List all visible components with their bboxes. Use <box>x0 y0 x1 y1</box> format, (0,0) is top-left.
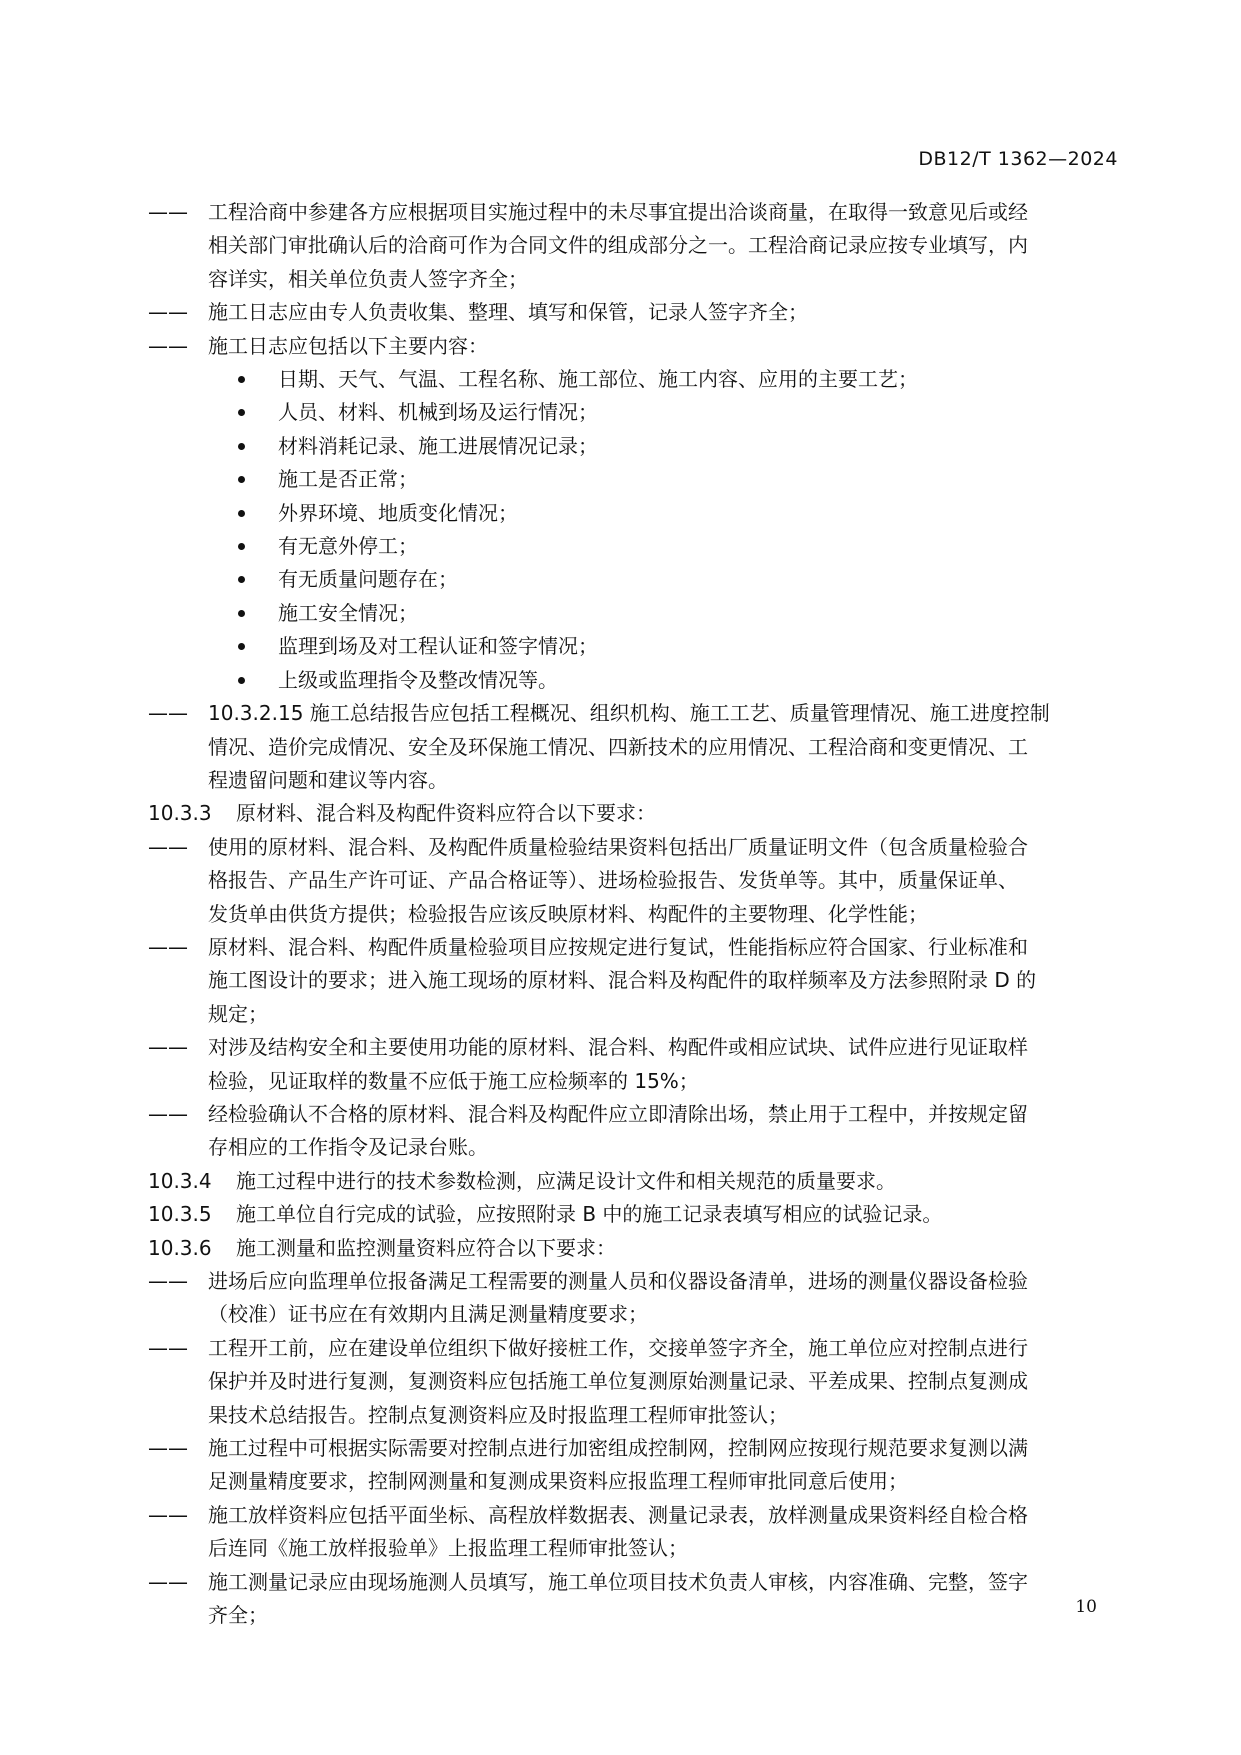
bullet-icon <box>238 476 245 483</box>
dash-marker: —— <box>148 200 188 224</box>
bullet-icon <box>238 443 245 450</box>
bullet-item: 材料消耗记录、施工进展情况记录； <box>148 430 1108 463</box>
text-line: 保护并及时进行复测，复测资料应包括施工单位复测原始测量记录、平差成果、控制点复测成 <box>208 1369 1028 1394</box>
text-line: 发货单由供货方提供；检验报告应该反映原材料、构配件的主要物理、化学性能； <box>208 901 928 926</box>
list-item: —— 施工日志应由专人负责收集、整理、填写和保管，记录人签字齐全； <box>148 296 1108 329</box>
section-10-3-4: 10.3.4 施工过程中进行的技术参数检测，应满足设计文件和相关规范的质量要求。 <box>148 1165 1108 1198</box>
dash-marker: —— <box>148 1502 188 1527</box>
bullet-item: 监理到场及对工程认证和签字情况； <box>148 630 1108 663</box>
bullet-icon <box>238 610 245 617</box>
dash-marker: —— <box>148 333 188 358</box>
dash-marker: —— <box>148 701 188 726</box>
list-item: —— 经检验确认不合格的原材料、混合料及构配件应立即清除出场，禁止用于工程中，并按规定留 <box>148 1098 1108 1131</box>
list-item: —— 原材料、混合料、构配件质量检验项目应按规定进行复试，性能指标应符合国家、行业标准和 <box>148 931 1108 964</box>
text-line: 果技术总结报告。控制点复测资料应及时报监理工程师审批签认； <box>208 1402 788 1427</box>
text-line: 检验，见证取样的数量不应低于施工应检频率的 15%； <box>208 1068 699 1093</box>
bullet-icon <box>238 543 245 550</box>
dash-marker: —— <box>148 1101 188 1126</box>
text-line: 规定； <box>208 1001 268 1026</box>
list-item: —— 施工测量记录应由现场施测人员填写，施工单位项目技术负责人审核，内容准确、完整，签字 <box>148 1566 1108 1599</box>
section-number: 10.3.5 <box>148 1202 212 1227</box>
text-line: 后连同《施工放样报验单》上报监理工程师审批签认； <box>208 1536 688 1561</box>
text-line: （校准）证书应在有效期内且满足测量精度要求； <box>208 1302 648 1327</box>
section-number: 10.3.4 <box>148 1168 212 1193</box>
text-line: 容详实，相关单位负责人签字齐全； <box>208 266 528 291</box>
dash-marker: —— <box>148 934 188 959</box>
bullet-item: 施工是否正常； <box>148 463 1108 496</box>
dash-marker: —— <box>148 834 188 859</box>
text-line: 足测量精度要求，控制网测量和复测成果资料应报监理工程师审批同意后使用； <box>208 1469 908 1494</box>
bullet-item: 有无意外停工； <box>148 530 1108 563</box>
section-10-3-6: 10.3.6 施工测量和监控测量资料应符合以下要求： <box>148 1232 1108 1265</box>
dash-marker: —— <box>148 1569 188 1594</box>
list-item: —— 进场后应向监理单位报备满足工程需要的测量人员和仪器设备清单，进场的测量仪器设备检验 <box>148 1265 1108 1298</box>
bullet-icon <box>238 576 245 583</box>
page-number: 10 <box>1075 1597 1097 1617</box>
list-item: —— 施工过程中可根据实际需要对控制点进行加密组成控制网，控制网应按现行规范要求复测以满 <box>148 1432 1108 1465</box>
bullet-icon <box>238 510 245 517</box>
document-code: DB12/T 1362—2024 <box>918 148 1118 170</box>
text-line: 格报告、产品生产许可证、产品合格证等）、进场检验报告、发货单等。其中，质量保证单、 <box>208 868 1018 893</box>
list-item: —— 施工日志应包括以下主要内容： <box>148 330 1108 363</box>
text-line: 存相应的工作指令及记录台账。 <box>208 1135 488 1160</box>
bullet-item: 有无质量问题存在； <box>148 563 1108 596</box>
list-item: —— 10.3.2.15 施工总结报告应包括工程概况、组织机构、施工工艺、质量管理情况、施工进度控制 <box>148 697 1108 730</box>
bullet-icon <box>238 376 245 383</box>
text-line: 程遗留问题和建议等内容。 <box>208 767 448 792</box>
bullet-item: 人员、材料、机械到场及运行情况； <box>148 396 1108 429</box>
bullet-item: 施工安全情况； <box>148 597 1108 630</box>
bullet-icon <box>238 409 245 416</box>
bullet-item: 日期、天气、气温、工程名称、施工部位、施工内容、应用的主要工艺； <box>148 363 1108 396</box>
bullet-icon <box>238 677 245 684</box>
dash-marker: —— <box>148 1436 188 1461</box>
bullet-item: 外界环境、地质变化情况； <box>148 497 1108 530</box>
bullet-item: 上级或监理指令及整改情况等。 <box>148 664 1108 697</box>
text-line: 齐全； <box>208 1603 268 1628</box>
dash-marker: —— <box>148 1269 188 1293</box>
list-item: —— 工程洽商中参建各方应根据项目实施过程中的未尽事宜提出洽谈商量，在取得一致意见后或经 <box>148 196 1108 229</box>
list-item: —— 对涉及结构安全和主要使用功能的原材料、混合料、构配件或相应试块、试件应进行见证取样 <box>148 1031 1108 1064</box>
section-10-3-5: 10.3.5 施工单位自行完成的试验，应按照附录 B 中的施工记录表填写相应的试验记录。 <box>148 1198 1108 1231</box>
page-body <box>148 196 1108 1632</box>
text-line: 相关部门审批确认后的洽商可作为合同文件的组成部分之一。工程洽商记录应按专业填写，内 <box>208 233 1028 258</box>
section-10-3-3: 10.3.3 原材料、混合料及构配件资料应符合以下要求： <box>148 797 1108 830</box>
text-line: 情况、造价完成情况、安全及环保施工情况、四新技术的应用情况、工程洽商和变更情况、工 <box>208 734 1028 759</box>
dash-marker: —— <box>148 1035 188 1060</box>
dash-marker: —— <box>148 300 188 325</box>
section-number: 10.3.3 <box>148 801 212 826</box>
bullet-icon <box>238 643 245 650</box>
list-item: —— 施工放样资料应包括平面坐标、高程放样数据表、测量记录表，放样测量成果资料经自检合格 <box>148 1499 1108 1532</box>
list-item: —— 使用的原材料、混合料、及构配件质量检验结果资料包括出厂质量证明文件（包含质量检验合 <box>148 831 1108 864</box>
text-line: 施工图设计的要求；进入施工现场的原材料、混合料及构配件的取样频率及方法参照附录 D 的 <box>208 968 1037 993</box>
section-number: 10.3.6 <box>148 1235 212 1260</box>
list-item: —— 工程开工前，应在建设单位组织下做好接桩工作，交接单签字齐全，施工单位应对控制点进行 <box>148 1332 1108 1365</box>
dash-marker: —— <box>148 1335 188 1360</box>
